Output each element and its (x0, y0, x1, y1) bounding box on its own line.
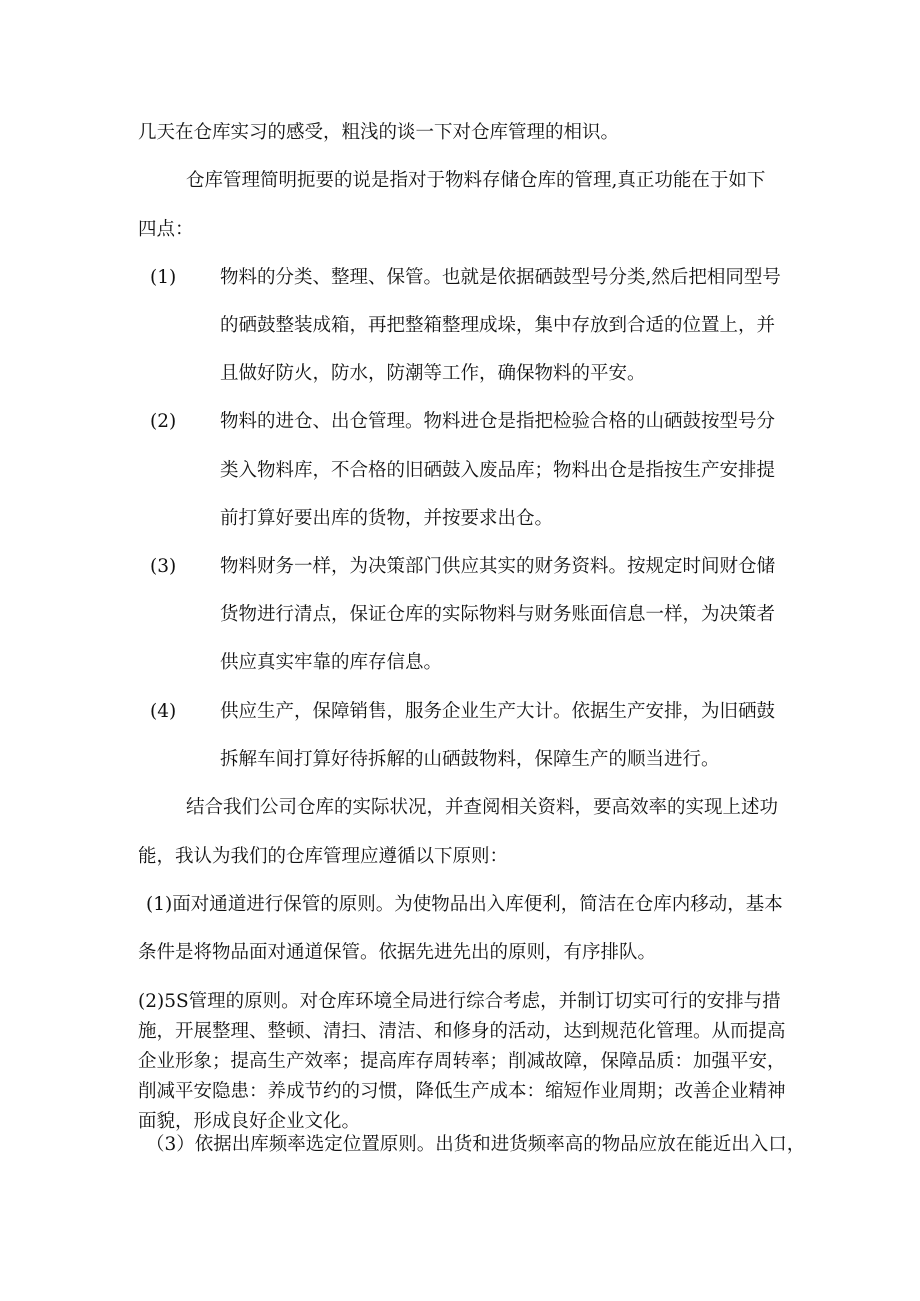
point-1-line-1: 物料的分类、整理、保管。也就是依据硒鼓型号分类,然后把相同型号 (220, 267, 781, 288)
point-4-line-1: 供应生产，保障销售，服务企业生产大计。依据生产安排，为旧硒鼓 (220, 701, 776, 722)
principle-2-line-2: 施，开展整理、整顿、清扫、清洁、和修身的活动，达到规范化管理。从而提高 (138, 1021, 786, 1042)
point-3-number: (3) (150, 556, 177, 577)
point-1-number: (1) (150, 267, 177, 288)
point-2-line-2: 类入物料库，不合格的旧硒鼓入废品库；物料出仓是指按生产安排提 (220, 460, 776, 481)
principle-1-line-2: 条件是将物品面对通道保管。依据先进先出的原则，有序排队。 (138, 942, 657, 963)
point-2-line-3: 前打算好要出库的货物，并按要求出仓。 (220, 508, 554, 529)
point-3-line-1: 物料财务一样，为决策部门供应其实的财务资料。按规定时间财仓储 (220, 556, 776, 577)
point-4-line-2: 拆解车间打算好待拆解的山硒鼓物料，保障生产的顺当进行。 (220, 749, 720, 770)
point-4-number: (4) (150, 701, 177, 722)
principle-2-line-5: 面貌，形成良好企业文化。 (138, 1111, 361, 1132)
point-1-line-2: 的硒鼓整装成箱，再把整箱整理成垛，集中存放到合适的位置上，并 (220, 315, 776, 336)
intro-line: 几天在仓库实习的感受，粗浅的谈一下对仓库管理的相识。 (138, 122, 620, 143)
paragraph-2-line-2: 能，我认为我们的仓库管理应遵循以下原则： (138, 846, 509, 867)
principle-2-line-4: 削减平安隐患：养成节约的习惯，降低生产成本：缩短作业周期；改善企业精神 (138, 1081, 786, 1102)
paragraph-1-line-2: 四点： (138, 219, 194, 240)
paragraph-2-line-1: 结合我们公司仓库的实际状况，并查阅相关资料，要高效率的实现上述功 (186, 797, 779, 818)
principle-2-line-3: 企业形象；提高生产效率；提高库存周转率；削减故障，保障品质：加强平安， (138, 1051, 786, 1072)
principle-2-block (138, 987, 788, 1137)
point-3-line-3: 供应真实牢靠的库存信息。 (220, 652, 443, 673)
principle-3-line-1: （3）依据出库频率选定位置原则。出货和进货频率高的物品应放在能近出入口， (146, 1134, 806, 1155)
point-1-line-3: 且做好防火，防水，防潮等工作，确保物料的平安。 (220, 363, 646, 384)
point-2-line-1: 物料的进仓、出仓管理。物料进仓是指把检验合格的山硒鼓按型号分 (220, 411, 776, 432)
paragraph-1-line-1: 仓库管理简明扼要的说是指对于物料存储仓库的管理,真正功能在于如下 (186, 170, 766, 191)
point-3-line-2: 货物进行清点，保证仓库的实际物料与财务账面信息一样，为决策者 (220, 604, 776, 625)
principle-1-line-1: (1)面对通道进行保管的原则。为使物品出入库便利，简洁在仓库内移动，基本 (146, 894, 783, 915)
point-2-number: (2) (150, 411, 177, 432)
principle-2-line-1: (2)5S管理的原则。对仓库环境全局进行综合考虑，并制订切实可行的安排与措 (138, 991, 781, 1012)
